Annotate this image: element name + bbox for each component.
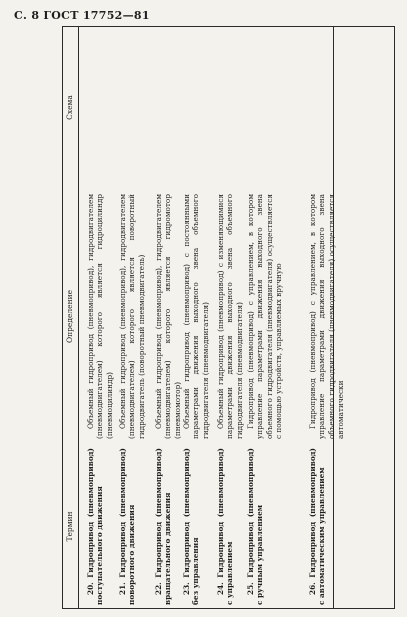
column-header-scheme: Схема [65,95,74,120]
definition-paragraph: Объемный гидропривод (пневмопривод), гидродвигателем (пневмодвигателем) которого является поворотный гидродвигатель (поворотный пневмодвигатель) [118,194,146,439]
column-header-definition: Определение [65,289,74,344]
rotated-table-content [62,26,395,609]
table-header-row [62,26,78,609]
term-cell: 20. Гидропривод (пневмопривод) поступательного движения [86,448,105,605]
definition-paragraph: Гидропривод (пневмопривод) с управлением, в котором управление параметрами движения выходного звена объемного гидродвигателя (пневмодвигателя) осуществляется автоматически [308,194,345,439]
definition-paragraph: Объемный гидропривод (пневмопривод) с постоянными параметрами движения выходного звена объемного гидродвигателя (пневмодвигателя) [182,194,210,439]
term-cell: 23. Гидропривод (пневмопривод) без управления [182,448,201,605]
definition-cell [118,194,146,439]
table-body [78,26,395,609]
term-cell: 22. Гидропривод (пневмопривод) вращательного движения [154,448,173,605]
column-header-term: Термин [65,511,74,542]
definition-cell [216,194,244,439]
term-cell: 24. Гидропривод (пневмопривод) с управлением [216,448,235,605]
definition-cell [182,194,210,439]
definition-cell [308,194,345,439]
definition-cell [246,194,283,439]
term-cell: 26. Гидропривод (пневмопривод) с автоматическим управлением [308,448,327,605]
definition-paragraph: Объемный гидропривод (пневмопривод) с изменяющимися параметрами движения выходного звена объемного гидродвигателя (пневмодвигателя) [216,194,244,439]
definition-paragraph: Гидропривод (пневмопривод) с управлением, в котором управление параметрами движения выходного звена объемного гидродвигателя (пневмодвигателя) осуществляется с помощью устройств, управляемых вручную [246,194,283,439]
term-cell: 21. Гидропривод (пневмопривод) поворотного движения [118,448,137,605]
term-cell: 25. Гидропривод (пневмопривод) с ручным управлением [246,448,265,605]
definition-paragraph: Объемный гидропривод (пневмопривод), гидродвигателем (пневмодвигателем) которого является гидромотор (пневмомотор) [154,194,182,439]
page-header: С. 8 ГОСТ 17752—81 [14,9,150,22]
definition-cell [154,194,182,439]
definition-paragraph: Объемный гидропривод (пневмопривод), гидродвигателем (пневмодвигателем) которого является гидроцилиндр (пневмоцилиндр) [86,194,114,439]
definition-cell [86,194,114,439]
